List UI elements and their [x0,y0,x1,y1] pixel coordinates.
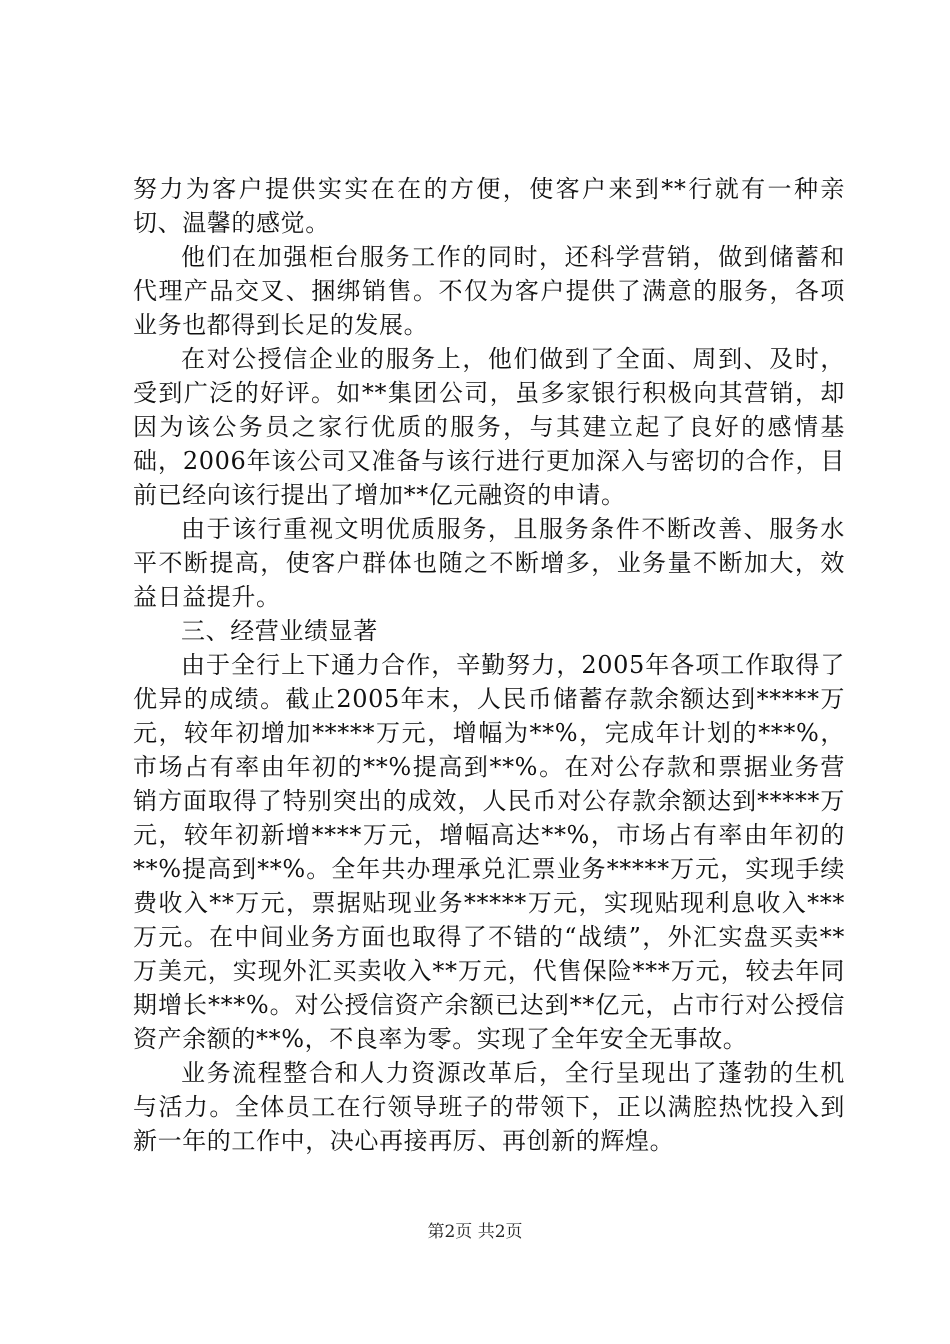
paragraph-corporate-credit: 在对公授信企业的服务上，他们做到了全面、周到、及时，受到广泛的好评。如**集团公司，虽多家银行积极向其营销，却因为该公务员之家行优质的服务，与其建立起了良好的感情基础，2006年该公司又准备与该行进行更加深入与密切的合作，目前已经向该行提出了增加**亿元融资的申请。 [133,345,845,509]
paragraph-conclusion: 业务流程整合和人力资源改革后，全行呈现出了蓬勃的生机与活力。全体员工在行领导班子的带领下，正以满腔热忱投入到新一年的工作中，决心再接再厉、再创新的辉煌。 [133,1059,845,1155]
paragraph-counter-service: 他们在加强柜台服务工作的同时，还科学营销，做到储蓄和代理产品交叉、捆绑销售。不仅为客户提供了满意的服务，各项业务也都得到长足的发展。 [133,243,845,339]
paragraph-continuation: 努力为客户提供实实在在的方便，使客户来到**行就有一种亲切、温馨的感觉。 [133,175,845,237]
paragraph-performance: 由于全行上下通力合作，辛勤努力，2005年各项工作取得了优异的成绩。截止2005年末，人民币储蓄存款余额达到*****万元，较年初增加*****万元，增幅为**%，完成年计划的***%，市场占有率由年初的**%提高到**%。在对公存款和票据业务营销方面取得了特别突出的成效，人民币对公存款余额达到*****万元，较年初新增****万元，增幅高达**%，市场占有率由年初的**%提高到**%。全年共办理承兑汇票业务*****万元，实现手续费收入**万元，票据贴现业务*****万元，实现贴现利息收入***万元。在中间业务方面也取得了不错的“战绩”，外汇实盘买卖**万美元，实现外汇买卖收入**万元，代售保险***万元，较去年同期增长***%。对公授信资产余额已达到**亿元，占市行对公授信资产余额的**%，不良率为零。实现了全年安全无事故。 [133,651,845,1053]
section-heading: 三、经营业绩显著 [181,617,378,645]
document-body [133,172,845,1158]
page-number-footer: 第2页 共2页 [427,1222,523,1242]
paragraph-quality-service: 由于该行重视文明优质服务，且服务条件不断改善、服务水平不断提高，使客户群体也随之不断增多，业务量不断加大，效益日益提升。 [133,515,845,611]
